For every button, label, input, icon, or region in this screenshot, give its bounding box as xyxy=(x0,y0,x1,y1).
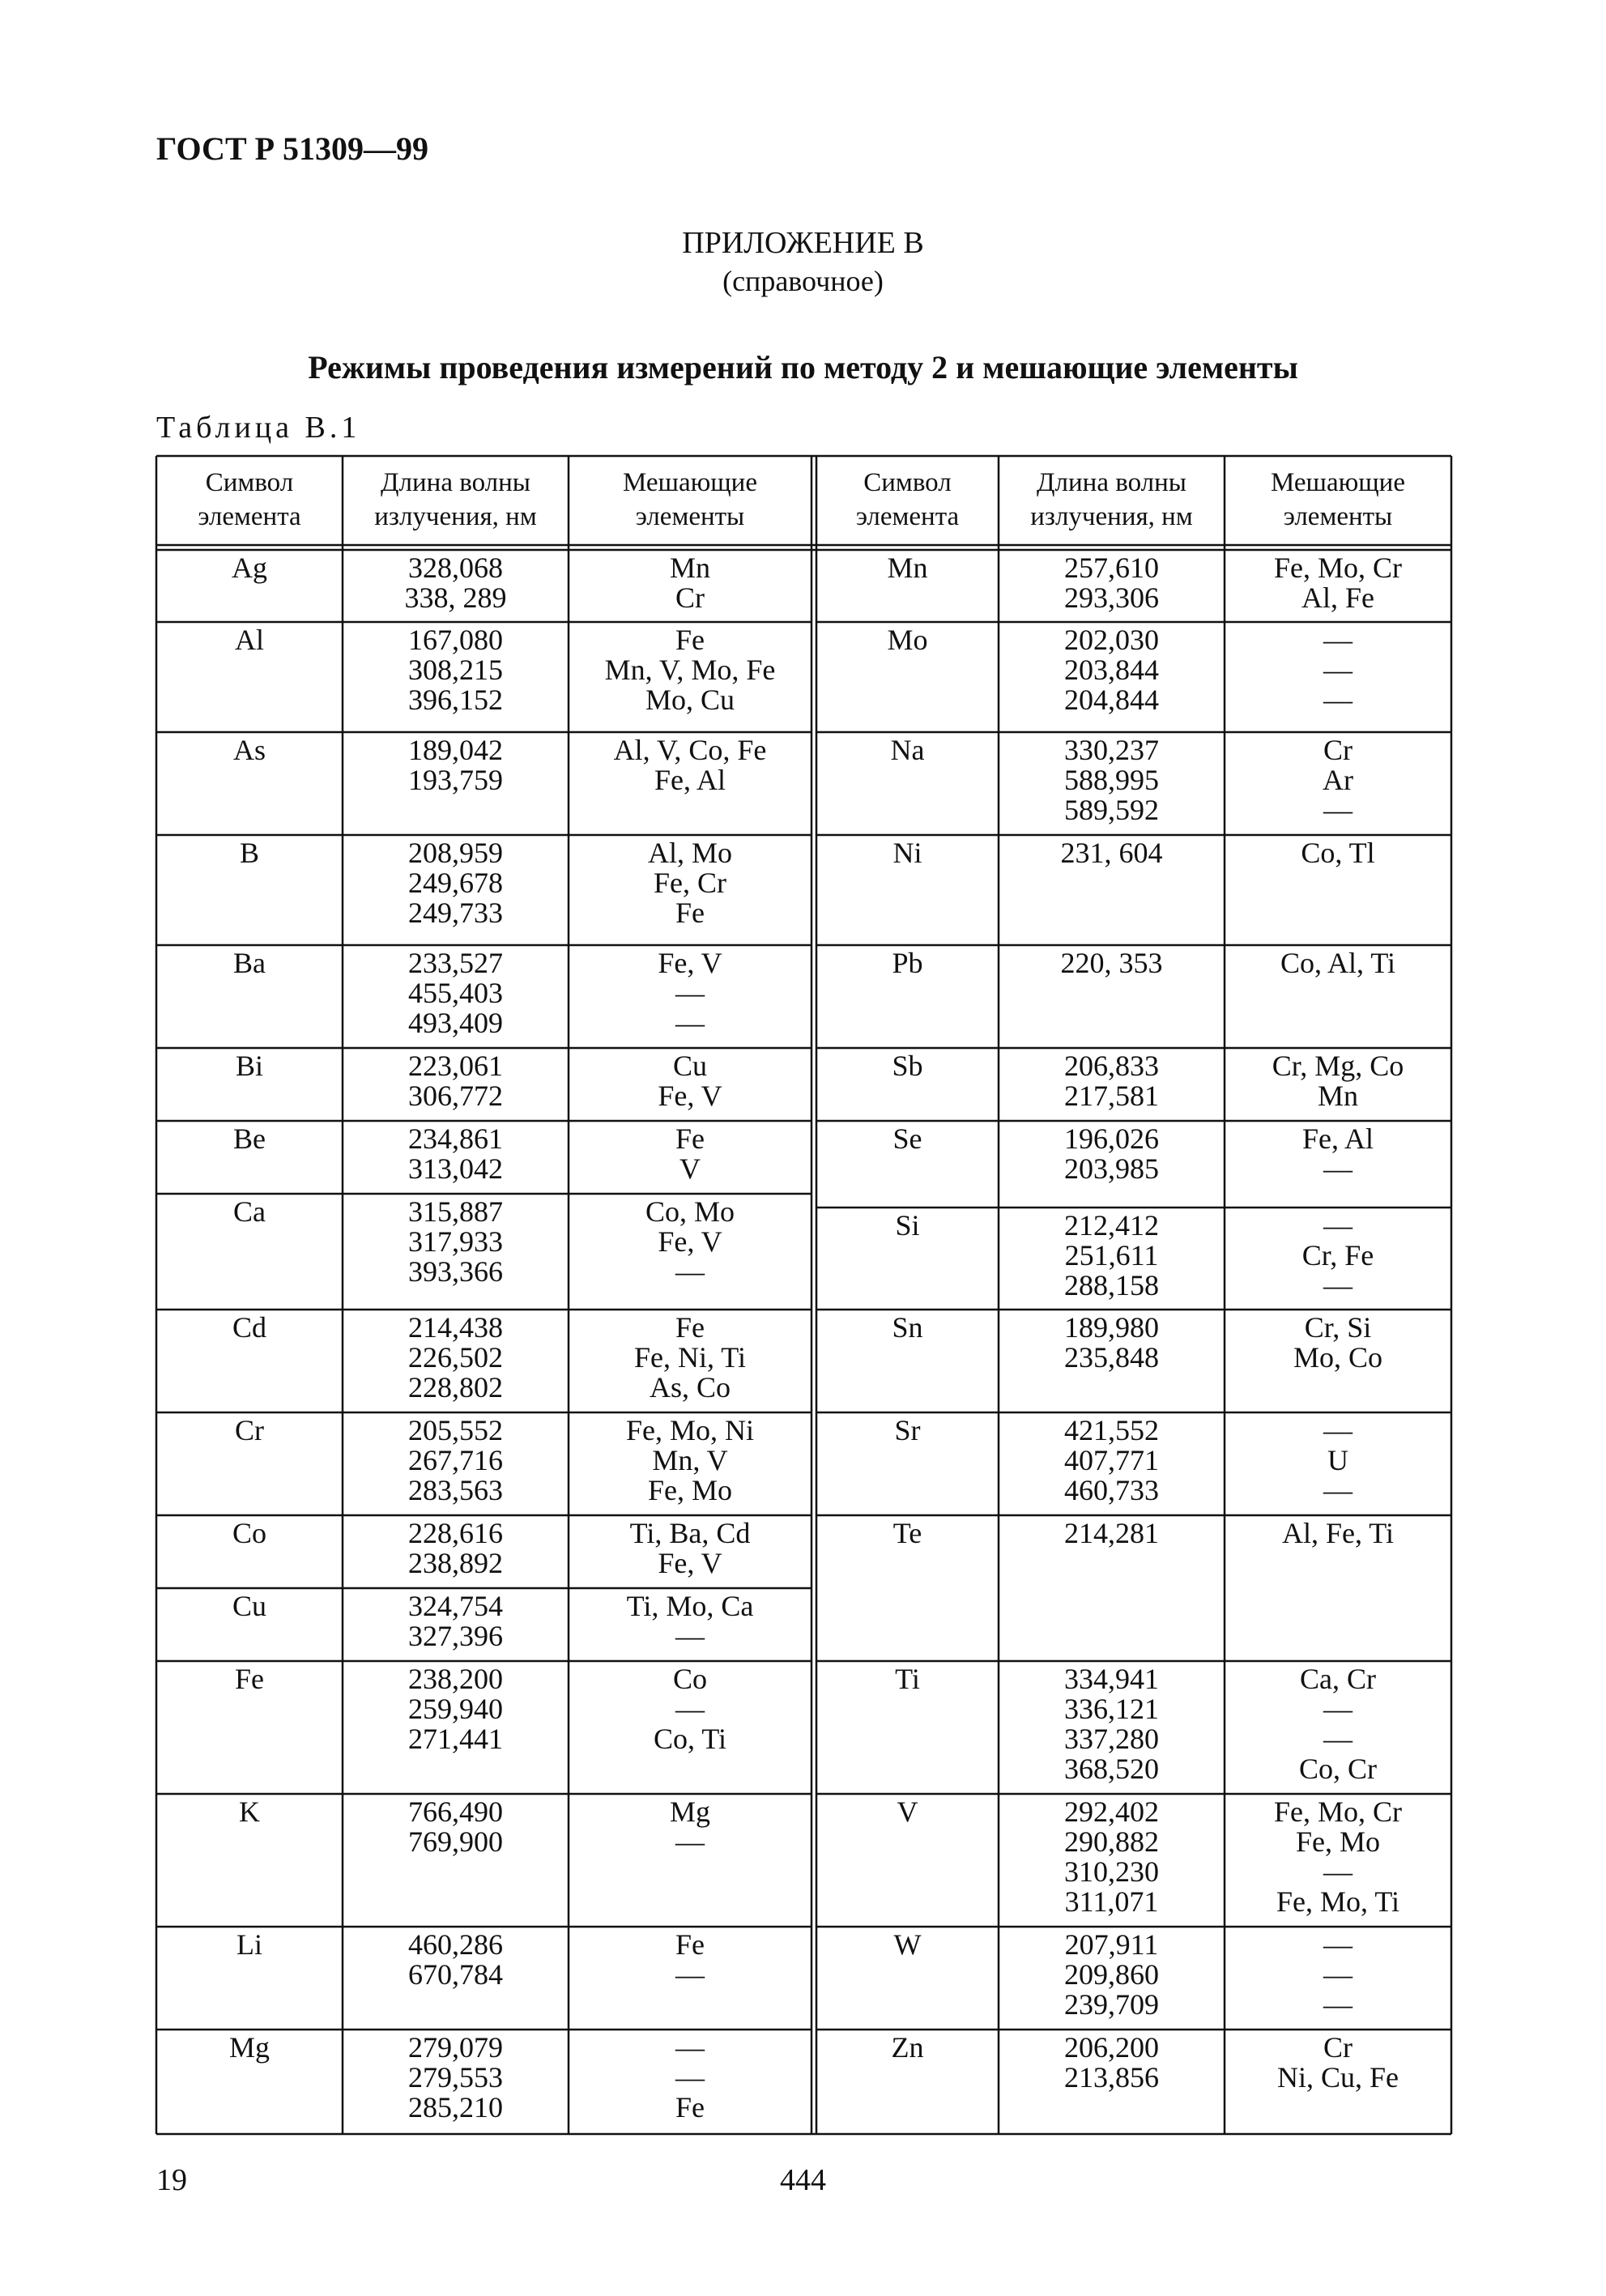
element-symbol-line: Mn xyxy=(887,552,928,584)
interfering-cell xyxy=(569,1416,812,1506)
wavelength-cell-line: 288,158 xyxy=(1064,1269,1159,1301)
interfering-cell-line: Ar xyxy=(1323,764,1353,796)
wavelength-cell-line: 327,396 xyxy=(408,1620,503,1652)
wavelength-cell-line: 267,716 xyxy=(408,1444,503,1476)
wavelength-cell-line: 249,678 xyxy=(408,867,503,899)
interfering-cell-line: Al, Fe, Ti xyxy=(1281,1517,1395,1549)
interfering-cell xyxy=(569,1197,812,1287)
interfering-cell-line: — xyxy=(1323,684,1353,716)
element-symbol xyxy=(816,2033,999,2063)
wavelength-cell-line: 251,611 xyxy=(1064,1239,1159,1272)
wavelength-cell-line: 279,553 xyxy=(408,2061,503,2094)
interfering-cell-line: Ni, Cu, Fe xyxy=(1276,2061,1399,2094)
wavelength-cell-line: 203,844 xyxy=(1064,654,1159,686)
interfering-cell-line: — xyxy=(1323,794,1353,826)
interfering-cell xyxy=(569,1313,812,1403)
wavelength-cell xyxy=(343,838,569,928)
element-symbol-line: K xyxy=(239,1795,260,1828)
interfering-cell-line: Cr xyxy=(1323,734,1353,766)
wavelength-cell-line: 460,286 xyxy=(408,1928,503,1961)
wavelength-cell-line: 235,848 xyxy=(1064,1341,1159,1374)
interfering-cell-line: Co, Mo xyxy=(645,1195,735,1228)
element-symbol-line: Be xyxy=(233,1122,266,1155)
interfering-cell-line: Fe, Mo xyxy=(1295,1825,1380,1858)
element-symbol-line: Cd xyxy=(232,1311,266,1344)
interfering-cell xyxy=(1225,2033,1451,2093)
element-symbol-line: Si xyxy=(895,1209,920,1242)
element-symbol-line: As xyxy=(232,734,266,766)
wavelength-cell-line: 189,042 xyxy=(408,734,503,766)
interfering-cell xyxy=(569,1051,812,1111)
element-symbol xyxy=(816,1519,999,1548)
wavelength-cell-line: 293,306 xyxy=(1064,581,1159,614)
wavelength-cell-line: 285,210 xyxy=(408,2091,503,2123)
interfering-cell-line: Co, Ti xyxy=(653,1723,727,1755)
interfering-cell-line: — xyxy=(675,1693,705,1725)
wavelength-cell-line: 208,959 xyxy=(408,837,503,869)
element-symbol xyxy=(156,1591,343,1621)
wavelength-cell-line: 217,581 xyxy=(1064,1080,1159,1112)
wavelength-cell-line: 337,280 xyxy=(1064,1723,1159,1755)
wavelength-cell-line: 207,911 xyxy=(1064,1928,1159,1961)
element-symbol-line: Co xyxy=(232,1517,266,1549)
wavelength-cell xyxy=(999,1519,1225,1548)
interfering-cell xyxy=(1225,1051,1451,1111)
wavelength-cell-line: 279,079 xyxy=(408,2031,503,2064)
section-title: Режимы проведения измерений по методу 2 и мешающие элементы xyxy=(308,349,1298,386)
interfering-cell xyxy=(1225,1211,1451,1301)
wavelength-cell xyxy=(343,1664,569,1754)
interfering-cell-line: Fe, Mo xyxy=(647,1474,732,1506)
wavelength-cell-line: 226,502 xyxy=(408,1341,503,1374)
interfering-cell-line: — xyxy=(675,977,705,1009)
interfering-cell-line: Mn, V, Mo, Fe xyxy=(604,654,776,686)
interfering-cell-line: Al, V, Co, Fe xyxy=(613,734,767,766)
wavelength-cell-line: 205,552 xyxy=(408,1414,503,1446)
wavelength-cell-line: 308,215 xyxy=(408,654,503,686)
element-symbol-line: Te xyxy=(892,1517,922,1549)
interfering-cell xyxy=(569,948,812,1038)
interfering-cell-line: Fe, Cr xyxy=(654,867,726,899)
interfering-cell xyxy=(569,625,812,715)
wavelength-cell-line: 259,940 xyxy=(408,1693,503,1725)
wavelength-cell-line: 393,366 xyxy=(408,1255,503,1288)
wavelength-cell-line: 203,985 xyxy=(1064,1152,1159,1185)
element-symbol xyxy=(816,948,999,978)
interfering-cell xyxy=(569,1519,812,1578)
wavelength-cell xyxy=(999,735,1225,825)
column-header: Мешающие элементы xyxy=(1271,468,1405,531)
element-symbol xyxy=(816,625,999,655)
wavelength-cell xyxy=(343,735,569,795)
interfering-cell-line: Co xyxy=(672,1663,707,1695)
wavelength-cell-line: 202,030 xyxy=(1064,624,1159,656)
wavelength-cell-line: 257,610 xyxy=(1064,552,1159,584)
wavelength-cell-line: 283,563 xyxy=(408,1474,503,1506)
wavelength-cell-line: 368,520 xyxy=(1064,1753,1159,1785)
interfering-cell-line: Mo, Co xyxy=(1293,1341,1383,1374)
element-symbol xyxy=(816,1416,999,1446)
interfering-cell xyxy=(569,1930,812,1990)
interfering-cell-line: — xyxy=(1323,1928,1353,1961)
wavelength-cell-line: 407,771 xyxy=(1064,1444,1159,1476)
interfering-cell-line: Fe, Ni, Ti xyxy=(633,1341,747,1374)
wavelength-cell xyxy=(343,948,569,1038)
interfering-cell-line: — xyxy=(675,1007,705,1039)
wavelength-cell xyxy=(343,1591,569,1651)
interfering-cell xyxy=(1225,1519,1451,1548)
interfering-cell xyxy=(1225,838,1451,868)
wavelength-cell xyxy=(343,1519,569,1578)
interfering-cell-line: — xyxy=(675,2061,705,2094)
wavelength-cell xyxy=(343,1313,569,1403)
wavelength-cell-line: 167,080 xyxy=(408,624,503,656)
wavelength-cell xyxy=(999,1051,1225,1111)
element-symbol-line: Mo xyxy=(887,624,928,656)
wavelength-cell-line: 338, 289 xyxy=(404,581,507,614)
wavelength-cell-line: 249,733 xyxy=(408,897,503,929)
wavelength-cell xyxy=(999,1416,1225,1506)
interfering-cell-line: — xyxy=(675,1825,705,1858)
interfering-cell-line: Fe xyxy=(675,1311,705,1344)
interfering-cell-line: — xyxy=(1323,1209,1353,1242)
interfering-cell xyxy=(1225,1416,1451,1506)
element-symbol xyxy=(156,553,343,583)
element-symbol-line: Ti xyxy=(895,1663,920,1695)
interfering-cell-line: Cr, Si xyxy=(1304,1311,1372,1344)
element-symbol xyxy=(816,553,999,583)
interfering-cell-line: Fe xyxy=(675,1122,705,1155)
element-symbol xyxy=(816,1211,999,1241)
interfering-cell-line: Mo, Cu xyxy=(645,684,735,716)
element-symbol xyxy=(156,948,343,978)
wavelength-cell-line: 460,733 xyxy=(1064,1474,1159,1506)
element-symbol-line: Ba xyxy=(233,947,266,979)
element-symbol xyxy=(156,1197,343,1227)
wavelength-cell-line: 209,860 xyxy=(1064,1958,1159,1991)
element-symbol-line: Zn xyxy=(891,2031,924,2064)
column-header: Символ элемента xyxy=(855,468,960,531)
wavelength-cell-line: 769,900 xyxy=(408,1825,503,1858)
wavelength-cell-line: 228,616 xyxy=(408,1517,503,1549)
interfering-cell-line: — xyxy=(1323,1723,1353,1755)
interfering-cell-line: — xyxy=(1323,624,1353,656)
element-symbol-line: Cr xyxy=(235,1414,264,1446)
interfering-cell-line: — xyxy=(1323,1988,1353,2021)
interfering-cell-line: Fe, V xyxy=(658,947,722,979)
interfering-cell xyxy=(1225,1124,1451,1184)
wavelength-cell-line: 589,592 xyxy=(1064,794,1159,826)
wavelength-cell-line: 238,200 xyxy=(408,1663,503,1695)
interfering-cell-line: Cr, Mg, Co xyxy=(1272,1050,1404,1082)
element-symbol xyxy=(156,1930,343,1960)
wavelength-cell xyxy=(999,553,1225,613)
interfering-cell xyxy=(569,1797,812,1857)
element-symbol xyxy=(156,2033,343,2063)
interfering-cell-line: Fe xyxy=(675,897,705,929)
wavelength-cell-line: 306,772 xyxy=(408,1080,503,1112)
wavelength-cell xyxy=(999,1124,1225,1184)
element-symbol-line: Sr xyxy=(894,1414,921,1446)
interfering-cell-line: — xyxy=(675,1620,705,1652)
element-symbol xyxy=(156,1313,343,1343)
element-symbol-line: Sb xyxy=(892,1050,923,1082)
interfering-cell-line: — xyxy=(675,1958,705,1991)
interfering-cell-line: Fe, Mo, Cr xyxy=(1273,1795,1402,1828)
interfering-cell xyxy=(569,2033,812,2123)
interfering-cell-line: Cr, Fe xyxy=(1301,1239,1374,1272)
interfering-cell-line: Ca, Cr xyxy=(1300,1663,1376,1695)
element-symbol xyxy=(816,1313,999,1343)
element-symbol-line: W xyxy=(893,1928,922,1961)
element-symbol-line: Sn xyxy=(892,1311,923,1344)
page-number: 19 xyxy=(156,2163,187,2197)
wavelength-cell-line: 212,412 xyxy=(1064,1209,1159,1242)
interfering-cell-line: Fe, Mo, Cr xyxy=(1273,552,1402,584)
interfering-cell-line: Ti, Ba, Cd xyxy=(629,1517,751,1549)
wavelength-cell-line: 233,527 xyxy=(408,947,503,979)
interfering-cell-line: — xyxy=(1323,1152,1353,1185)
wavelength-cell xyxy=(343,1416,569,1506)
document-code: ГОСТ Р 51309—99 xyxy=(156,130,429,167)
wavelength-cell-line: 271,441 xyxy=(408,1723,503,1755)
wavelength-cell-line: 220, 353 xyxy=(1060,947,1163,979)
element-symbol-line: Pb xyxy=(892,947,923,979)
interfering-cell-line: Fe, Mo, Ni xyxy=(625,1414,754,1446)
wavelength-cell-line: 234,861 xyxy=(408,1122,503,1155)
wavelength-cell-line: 336,121 xyxy=(1064,1693,1159,1725)
wavelength-cell xyxy=(343,1797,569,1857)
interfering-cell-line: Fe, V xyxy=(658,1080,722,1112)
wavelength-cell xyxy=(999,1313,1225,1373)
wavelength-cell-line: 311,071 xyxy=(1064,1885,1159,1918)
interfering-cell-line: Co, Cr xyxy=(1298,1753,1377,1785)
interfering-cell-line: — xyxy=(1323,1958,1353,1991)
element-symbol-line: Fe xyxy=(235,1663,264,1695)
wavelength-cell-line: 214,438 xyxy=(408,1311,503,1344)
wavelength-cell xyxy=(999,838,1225,868)
wavelength-cell xyxy=(343,1051,569,1111)
interfering-cell xyxy=(569,1591,812,1651)
element-symbol-line: Ni xyxy=(892,837,922,869)
wavelength-cell-line: 206,200 xyxy=(1064,2031,1159,2064)
wavelength-cell-line: 196,026 xyxy=(1064,1122,1159,1155)
interfering-cell-line: Fe, Al xyxy=(654,764,726,796)
element-symbol xyxy=(156,1416,343,1446)
interfering-cell xyxy=(569,1664,812,1754)
wavelength-cell-line: 189,980 xyxy=(1064,1311,1159,1344)
element-symbol-line: Ag xyxy=(232,552,267,584)
element-symbol xyxy=(156,1051,343,1081)
interfering-cell-line: — xyxy=(1323,1414,1353,1446)
wavelength-cell-line: 396,152 xyxy=(408,684,503,716)
wavelength-cell-line: 588,995 xyxy=(1064,764,1159,796)
interfering-cell-line: Mn, V xyxy=(652,1444,728,1476)
interfering-cell-line: Fe, V xyxy=(658,1547,722,1579)
interfering-cell xyxy=(1225,553,1451,613)
center-page-number: 444 xyxy=(780,2163,826,2197)
interfering-cell-line: — xyxy=(1323,1855,1353,1888)
interfering-cell xyxy=(1225,948,1451,978)
interfering-cell-line: — xyxy=(1323,654,1353,686)
interfering-cell-line: Fe xyxy=(675,2091,705,2123)
table-caption: Таблица В.1 xyxy=(156,411,361,445)
element-symbol-line: V xyxy=(897,1795,918,1828)
column-header: Длина волны излучения, нм xyxy=(374,468,537,531)
wavelength-cell-line: 455,403 xyxy=(408,977,503,1009)
interfering-cell-line: Al, Fe xyxy=(1301,581,1374,614)
interfering-cell xyxy=(569,838,812,928)
wavelength-cell-line: 766,490 xyxy=(408,1795,503,1828)
element-symbol xyxy=(156,838,343,868)
wavelength-cell-line: 204,844 xyxy=(1064,684,1159,716)
interfering-cell-line: Al, Mo xyxy=(647,837,732,869)
element-symbol xyxy=(816,1797,999,1827)
interfering-cell xyxy=(1225,735,1451,825)
interfering-cell xyxy=(569,553,812,613)
wavelength-cell xyxy=(999,2033,1225,2093)
element-symbol xyxy=(156,735,343,765)
interfering-cell xyxy=(1225,1313,1451,1373)
wavelength-cell-line: 214,281 xyxy=(1064,1517,1159,1549)
element-symbol xyxy=(156,625,343,655)
wavelength-cell xyxy=(343,2033,569,2123)
element-symbol xyxy=(156,1519,343,1548)
wavelength-cell-line: 334,941 xyxy=(1064,1663,1159,1695)
wavelength-cell-line: 670,784 xyxy=(408,1958,503,1991)
wavelength-cell-line: 231, 604 xyxy=(1060,837,1163,869)
interfering-cell-line: Fe, Al xyxy=(1301,1122,1374,1155)
wavelength-cell-line: 317,933 xyxy=(408,1225,503,1258)
annex-subtitle: (справочное) xyxy=(722,265,884,297)
wavelength-cell-line: 213,856 xyxy=(1064,2061,1159,2094)
wavelength-cell-line: 421,552 xyxy=(1064,1414,1159,1446)
element-symbol xyxy=(816,1051,999,1081)
interfering-cell-line: Mn xyxy=(1317,1080,1358,1112)
wavelength-cell-line: 313,042 xyxy=(408,1152,503,1185)
column-header: Мешающие элементы xyxy=(623,468,757,531)
element-symbol xyxy=(816,1664,999,1694)
interfering-cell-line: V xyxy=(679,1152,701,1185)
interfering-cell-line: Mn xyxy=(669,552,710,584)
interfering-cell xyxy=(1225,1930,1451,2020)
wavelength-cell-line: 292,402 xyxy=(1064,1795,1159,1828)
interfering-cell-line: Fe xyxy=(675,624,705,656)
element-symbol xyxy=(156,1124,343,1154)
interfering-cell-line: — xyxy=(675,1255,705,1288)
element-symbol-line: Li xyxy=(236,1928,262,1961)
interfering-cell-line: U xyxy=(1327,1444,1348,1476)
interfering-cell-line: As, Co xyxy=(649,1371,731,1404)
interfering-cell-line: Cu xyxy=(672,1050,707,1082)
wavelength-cell xyxy=(999,1211,1225,1301)
wavelength-cell-line: 206,833 xyxy=(1064,1050,1159,1082)
element-symbol-line: Se xyxy=(892,1122,922,1155)
column-header: Символ элемента xyxy=(198,468,301,531)
wavelength-cell-line: 493,409 xyxy=(408,1007,503,1039)
interfering-cell-line: — xyxy=(1323,1474,1353,1506)
wavelength-cell-line: 310,230 xyxy=(1064,1855,1159,1888)
wavelength-cell-line: 193,759 xyxy=(408,764,503,796)
element-symbol-line: Cu xyxy=(232,1590,266,1622)
interfering-cell-line: Ti, Mo, Ca xyxy=(626,1590,754,1622)
element-symbol-line: Mg xyxy=(228,2031,270,2064)
interfering-cell xyxy=(1225,1664,1451,1784)
wavelength-cell-line: 238,892 xyxy=(408,1547,503,1579)
wavelength-cell xyxy=(999,625,1225,715)
interfering-cell-line: Fe, Mo, Ti xyxy=(1276,1885,1400,1918)
element-symbol xyxy=(816,735,999,765)
wavelength-cell-line: 223,061 xyxy=(408,1050,503,1082)
element-symbol xyxy=(816,1930,999,1960)
wavelength-cell xyxy=(343,1124,569,1184)
annex-title: ПРИЛОЖЕНИЕ В xyxy=(682,226,924,260)
wavelength-cell xyxy=(999,1797,1225,1917)
interfering-cell-line: Co, Tl xyxy=(1301,837,1375,869)
interfering-cell-line: Fe, V xyxy=(658,1225,722,1258)
wavelength-cell-line: 239,709 xyxy=(1064,1988,1159,2021)
wavelength-cell xyxy=(343,1197,569,1287)
wavelength-cell xyxy=(999,1664,1225,1784)
wavelength-cell-line: 290,882 xyxy=(1064,1825,1159,1858)
wavelength-cell xyxy=(999,1930,1225,2020)
interfering-cell-line: Cr xyxy=(1323,2031,1353,2064)
wavelength-cell xyxy=(343,553,569,613)
interfering-cell xyxy=(569,1124,812,1184)
interfering-cell-line: — xyxy=(1323,1693,1353,1725)
element-symbol-line: Bi xyxy=(235,1050,263,1082)
interfering-cell-line: Fe xyxy=(675,1928,705,1961)
wavelength-cell-line: 228,802 xyxy=(408,1371,503,1404)
element-symbol-line: Ca xyxy=(233,1195,266,1228)
interfering-cell-line: — xyxy=(675,2031,705,2064)
element-symbol-line: Na xyxy=(890,734,925,766)
wavelength-cell-line: 315,887 xyxy=(408,1195,503,1228)
interfering-cell xyxy=(569,735,812,795)
wavelength-cell-line: 328,068 xyxy=(408,552,503,584)
element-symbol xyxy=(816,1124,999,1154)
interfering-cell-line: Mg xyxy=(669,1795,710,1828)
wavelength-cell xyxy=(999,948,1225,978)
wavelength-cell xyxy=(343,1930,569,1990)
element-symbol-line: Al xyxy=(235,624,264,656)
column-header: Длина волны излучения, нм xyxy=(1030,468,1193,531)
interfering-cell xyxy=(1225,625,1451,715)
wavelength-cell-line: 330,237 xyxy=(1064,734,1159,766)
element-symbol xyxy=(156,1664,343,1694)
element-symbol-line: B xyxy=(239,837,259,869)
interfering-cell-line: Co, Al, Ti xyxy=(1280,947,1396,979)
interfering-cell-line: — xyxy=(1323,1269,1353,1301)
interfering-cell-line: Cr xyxy=(675,581,705,614)
element-symbol xyxy=(156,1797,343,1827)
wavelength-cell-line: 324,754 xyxy=(408,1590,503,1622)
element-symbol xyxy=(816,838,999,868)
wavelength-cell xyxy=(343,625,569,715)
interfering-cell xyxy=(1225,1797,1451,1917)
